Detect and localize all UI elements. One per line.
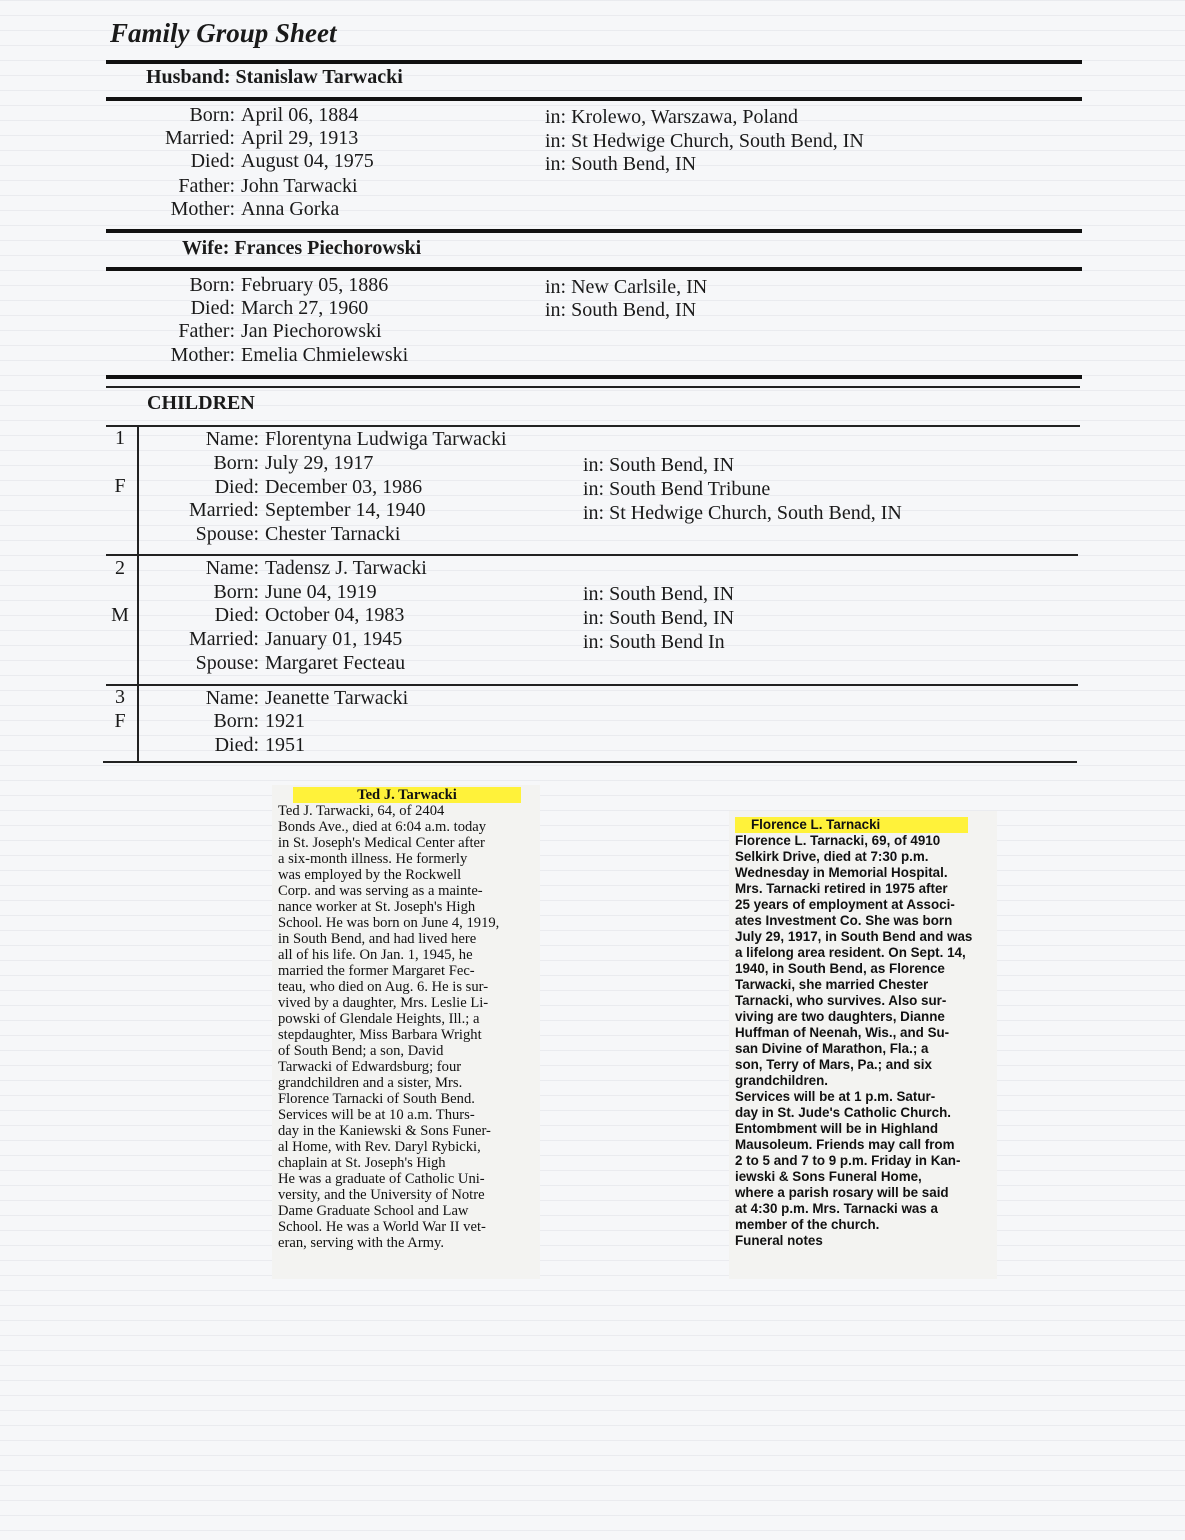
child-sex: M xyxy=(111,604,129,626)
clipping-line: Ted J. Tarwacki, 64, of 2404 xyxy=(278,803,445,819)
clipping-line: at 4:30 p.m. Mrs. Tarnacki was a xyxy=(735,1201,938,1216)
field-label: Married: xyxy=(165,127,235,149)
field-value: John Tarwacki xyxy=(241,175,358,197)
clipping-line: Dame Graduate School and Law xyxy=(278,1203,469,1219)
child-number: 1 xyxy=(115,427,125,449)
clipping-line: eran, serving with the Army. xyxy=(278,1235,445,1251)
child-number: 3 xyxy=(115,686,125,708)
field-place: in: South Bend, IN xyxy=(583,454,735,476)
section-rule xyxy=(106,229,1082,233)
clipping-line: Selkirk Drive, died at 7:30 p.m. xyxy=(735,849,929,864)
clipping-line: nance worker at St. Joseph's High xyxy=(278,899,476,915)
clipping-line: a six-month illness. He formerly xyxy=(278,851,468,867)
obituary-clipping-ted-tarwacki xyxy=(272,785,540,1279)
field-label: Name: xyxy=(205,687,259,709)
clipping-line: son, Terry of Mars, Pa.; and six xyxy=(735,1057,932,1072)
clipping-line: teau, who died on Aug. 6. He is sur- xyxy=(278,979,489,995)
clipping-line: Tarnacki, who survives. Also sur- xyxy=(735,993,947,1008)
clipping-line: ates Investment Co. She was born xyxy=(735,913,953,928)
clipping-line: al Home, with Rev. Daryl Rybicki, xyxy=(278,1139,481,1155)
section-rule xyxy=(106,267,1082,271)
clipping-line: all of his life. On Jan. 1, 1945, he xyxy=(278,947,473,963)
clipping-line: vived by a daughter, Mrs. Leslie Li- xyxy=(278,995,489,1011)
clipping-line: san Divine of Marathon, Fla.; a xyxy=(735,1041,929,1056)
field-value: Tadensz J. Tarwacki xyxy=(265,557,427,579)
field-value: January 01, 1945 xyxy=(265,628,403,650)
clipping-line: Wednesday in Memorial Hospital. xyxy=(735,865,948,880)
field-value: September 14, 1940 xyxy=(265,499,426,521)
child-divider xyxy=(106,425,1080,427)
field-value: October 04, 1983 xyxy=(265,604,405,626)
field-value: April 29, 1913 xyxy=(241,127,359,149)
field-place: in: South Bend Tribune xyxy=(583,478,771,500)
section-rule xyxy=(106,386,1080,388)
field-place: in: St Hedwige Church, South Bend, IN xyxy=(583,502,902,524)
field-label: Born: xyxy=(213,710,259,732)
field-place: in: South Bend, IN xyxy=(583,583,735,605)
field-value: Jan Piechorowski xyxy=(241,320,382,342)
clipping-line: Funeral notes xyxy=(735,1233,823,1248)
child-column-divider xyxy=(137,425,139,762)
clipping-line: powski of Glendale Heights, Ill.; a xyxy=(278,1011,480,1027)
child-number: 2 xyxy=(115,557,125,579)
field-value: February 05, 1886 xyxy=(241,274,389,296)
clipping-line: versity, and the University of Notre xyxy=(278,1187,485,1203)
field-value: December 03, 1986 xyxy=(265,476,423,498)
field-place: in: South Bend, IN xyxy=(545,299,697,321)
field-label: Mother: xyxy=(170,344,235,366)
field-place: in: South Bend In xyxy=(583,631,725,653)
clipping-line: 25 years of employment at Associ- xyxy=(735,897,955,912)
clipping-line: School. He was a World War II vet- xyxy=(278,1219,486,1235)
clipping-line: married the former Margaret Fec- xyxy=(278,963,475,979)
field-label: Died: xyxy=(214,734,259,756)
clipping-line: Huffman of Neenah, Wis., and Su- xyxy=(735,1025,950,1040)
clipping-headline: Florence L. Tarnacki xyxy=(735,817,968,833)
clipping-line: where a parish rosary will be said xyxy=(735,1185,949,1200)
husband-heading: Husband: Stanislaw Tarwacki xyxy=(146,66,403,88)
field-label: Died: xyxy=(214,604,259,626)
clipping-line: Services will be at 10 a.m. Thurs- xyxy=(278,1107,475,1123)
clipping-line: Bonds Ave., died at 6:04 a.m. today xyxy=(278,819,487,835)
obituary-clipping-florence-tarnacki xyxy=(729,811,997,1279)
clipping-line: day in the Kaniewski & Sons Funer- xyxy=(278,1123,491,1139)
clipping-line: Mausoleum. Friends may call from xyxy=(735,1137,955,1152)
clipping-line: in South Bend, and had lived here xyxy=(278,931,477,947)
clipping-body xyxy=(735,833,993,1249)
clipping-headline: Ted J. Tarwacki xyxy=(293,787,521,803)
field-value: 1921 xyxy=(265,710,305,732)
section-rule xyxy=(106,97,1082,101)
field-value: Jeanette Tarwacki xyxy=(265,687,409,709)
field-place: in: South Bend, IN xyxy=(583,607,735,629)
field-value: March 27, 1960 xyxy=(241,297,369,319)
clipping-line: 2 to 5 and 7 to 9 p.m. Friday in Kan- xyxy=(735,1153,961,1168)
field-place: in: Krolewo, Warszawa, Poland xyxy=(545,106,798,128)
field-label: Died: xyxy=(190,150,235,172)
clipping-line: Entombment will be in Highland xyxy=(735,1121,939,1136)
field-value: Florentyna Ludwiga Tarwacki xyxy=(265,428,507,450)
child-sex: F xyxy=(114,710,126,732)
section-rule xyxy=(103,761,1077,763)
clipping-line: Corp. and was serving as a mainte- xyxy=(278,883,483,899)
clipping-line: day in St. Jude's Catholic Church. xyxy=(735,1105,951,1120)
clipping-line: was employed by the Rockwell xyxy=(278,867,462,883)
clipping-line: He was a graduate of Catholic Uni- xyxy=(278,1171,485,1187)
section-rule xyxy=(106,60,1082,64)
section-rule xyxy=(106,375,1082,379)
child-divider xyxy=(106,684,1078,686)
field-value: Anna Gorka xyxy=(241,198,340,220)
wife-heading: Wife: Frances Piechorowski xyxy=(182,237,422,259)
field-value: August 04, 1975 xyxy=(241,150,374,172)
clipping-line: a lifelong area resident. On Sept. 14, xyxy=(735,945,966,960)
clipping-line: School. He was born on June 4, 1919, xyxy=(278,915,500,931)
field-value: July 29, 1917 xyxy=(265,452,374,474)
clipping-line: member of the church. xyxy=(735,1217,880,1232)
child-sex: F xyxy=(114,475,126,497)
clipping-line: Florence L. Tarnacki, 69, of 4910 xyxy=(735,833,941,848)
field-label: Spouse: xyxy=(195,523,259,545)
field-value: Emelia Chmielewski xyxy=(241,344,409,366)
field-label: Spouse: xyxy=(195,652,259,674)
field-place: in: New Carlsile, IN xyxy=(545,276,708,298)
clipping-line: grandchildren and a sister, Mrs. xyxy=(278,1075,463,1091)
children-heading: CHILDREN xyxy=(147,392,255,414)
field-label: Died: xyxy=(190,297,235,319)
clipping-line: of South Bend; a son, David xyxy=(278,1043,444,1059)
field-label: Mother: xyxy=(170,198,235,220)
clipping-line: viving are two daughters, Dianne xyxy=(735,1009,945,1024)
field-value: Margaret Fecteau xyxy=(265,652,406,674)
field-label: Married: xyxy=(189,628,259,650)
field-place: in: South Bend, IN xyxy=(545,153,697,175)
clipping-line: grandchildren. xyxy=(735,1073,829,1088)
field-value: June 04, 1919 xyxy=(265,581,377,603)
clipping-line: Florence Tarnacki of South Bend. xyxy=(278,1091,475,1107)
clipping-line: 1940, in South Bend, as Florence xyxy=(735,961,945,976)
clipping-line: Tarwacki, she married Chester xyxy=(735,977,929,992)
clipping-line: chaplain at St. Joseph's High xyxy=(278,1155,446,1171)
clipping-line: Tarwacki of Edwardsburg; four xyxy=(278,1059,462,1075)
field-label: Married: xyxy=(189,499,259,521)
field-label: Born: xyxy=(213,452,259,474)
clipping-line: stepdaughter, Miss Barbara Wright xyxy=(278,1027,482,1043)
field-value: April 06, 1884 xyxy=(241,104,359,126)
field-label: Born: xyxy=(189,274,235,296)
field-label: Name: xyxy=(205,557,259,579)
child-divider xyxy=(106,554,1078,556)
clipping-line: Services will be at 1 p.m. Satur- xyxy=(735,1089,936,1104)
clipping-line: iewski & Sons Funeral Home, xyxy=(735,1169,922,1184)
field-value: 1951 xyxy=(265,734,305,756)
field-label: Name: xyxy=(205,428,259,450)
field-label: Died: xyxy=(214,476,259,498)
field-label: Born: xyxy=(189,104,235,126)
page-title: Family Group Sheet xyxy=(110,18,337,48)
field-label: Born: xyxy=(213,581,259,603)
clipping-body xyxy=(278,803,536,1251)
field-label: Father: xyxy=(178,320,235,342)
clipping-line: July 29, 1917, in South Bend and was xyxy=(735,929,973,944)
field-place: in: St Hedwige Church, South Bend, IN xyxy=(545,130,864,152)
field-value: Chester Tarnacki xyxy=(265,523,401,545)
clipping-line: in St. Joseph's Medical Center after xyxy=(278,835,485,851)
field-label: Father: xyxy=(178,175,235,197)
clipping-line: Mrs. Tarnacki retired in 1975 after xyxy=(735,881,948,896)
